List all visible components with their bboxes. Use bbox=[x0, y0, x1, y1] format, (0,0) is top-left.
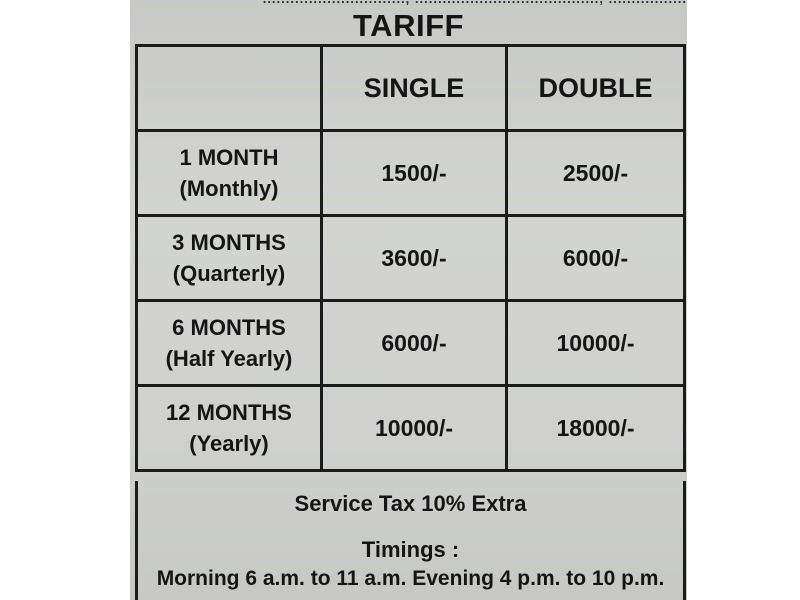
double-price: 2500/- bbox=[507, 131, 685, 216]
double-price: 18000/- bbox=[507, 386, 685, 471]
double-price: 10000/- bbox=[507, 301, 685, 386]
period-label: 3 MONTHS bbox=[172, 230, 286, 255]
period-subtitle: (Yearly) bbox=[189, 431, 269, 456]
period-subtitle: (Monthly) bbox=[179, 176, 279, 201]
tariff-table bbox=[135, 44, 686, 472]
single-price: 10000/- bbox=[322, 386, 507, 471]
period-subtitle: (Half Yearly) bbox=[165, 346, 293, 371]
timings-label: Timings : bbox=[361, 537, 460, 562]
table-row bbox=[137, 386, 685, 471]
header-double: DOUBLE bbox=[507, 46, 685, 131]
service-tax-note: Service Tax 10% Extra bbox=[294, 491, 527, 516]
single-price: 1500/- bbox=[322, 131, 507, 216]
table-row bbox=[137, 131, 685, 216]
tariff-notice bbox=[130, 0, 687, 600]
double-price: 6000/- bbox=[507, 216, 685, 301]
period-label: 12 MONTHS bbox=[166, 400, 292, 425]
tariff-footer bbox=[135, 481, 686, 600]
table-row bbox=[137, 301, 685, 386]
single-price: 6000/- bbox=[322, 301, 507, 386]
period-label: 1 MONTH bbox=[179, 145, 279, 170]
header-blank-cell bbox=[137, 46, 322, 131]
period-cell bbox=[137, 301, 322, 386]
period-subtitle: (Quarterly) bbox=[172, 261, 286, 286]
period-cell bbox=[137, 216, 322, 301]
page-title: TARIFF bbox=[353, 8, 464, 43]
timings-text: Morning 6 a.m. to 11 a.m. Evening 4 p.m. to 10 p.m. bbox=[156, 567, 665, 590]
cut-off-header-text bbox=[130, 0, 687, 5]
table-row bbox=[137, 216, 685, 301]
period-cell bbox=[137, 386, 322, 471]
period-cell bbox=[137, 131, 322, 216]
single-price: 3600/- bbox=[322, 216, 507, 301]
table-header-row bbox=[137, 46, 685, 131]
period-label: 6 MONTHS bbox=[172, 315, 286, 340]
header-single: SINGLE bbox=[322, 46, 507, 131]
